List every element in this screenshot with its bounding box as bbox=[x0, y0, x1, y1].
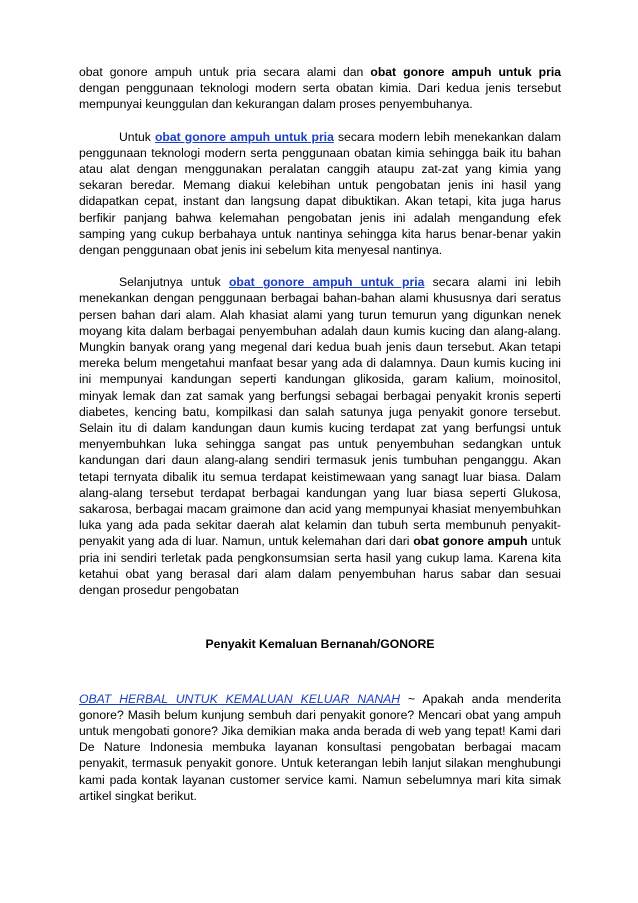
spacer bbox=[79, 598, 561, 636]
keyword-link[interactable]: obat gonore ampuh untuk pria bbox=[228, 275, 425, 290]
text: Untuk bbox=[119, 129, 155, 144]
text: obat gonore ampuh untuk pria secara alami dan bbox=[79, 65, 371, 79]
paragraph-herbal bbox=[79, 691, 561, 804]
text: dengan penggunaan teknologi modern serta obatan kimia. Dari kedua jenis tersebut mempunyai keunggulan dan kekurangan dalam proses penyembuhanya. bbox=[79, 81, 561, 112]
text: secara modern lebih menekankan dalam penggunaan teknologi modern serta penggunaan obatan kimia sehingga baik itu bahan atau alat dengan menggunakan peralatan canggih ataupu zat-zat yang kimia yang sekaran beredar. Memang diakui kelebihan untuk pengobatan jenis ini hasil yang didapatkan cepat, instant dan langsung dapat dibuktikan. Akan tetapi, kita juga harus berfikir panjang bahwa kelemahan pengobatan jenis ini adalah mengandung efek samping yang cukup berbahaya untuk nantinya sehingga kita harus benar-benar yakin dengan penggunaan obat jenis ini sebelum kita menyesal nantinya. bbox=[79, 129, 561, 258]
bold-keyword: obat gonore ampuh bbox=[413, 534, 528, 549]
bold-keyword: obat gonore ampuh untuk pria bbox=[370, 65, 561, 79]
spacer bbox=[79, 258, 561, 274]
herbal-link[interactable]: OBAT HERBAL UNTUK KEMALUAN KELUAR NANAH bbox=[79, 691, 401, 706]
text: Selanjutnya untuk bbox=[119, 275, 229, 290]
paragraph-natural bbox=[79, 274, 561, 598]
spacer bbox=[79, 113, 561, 129]
text: secara alami ini lebih menekankan dengan penggunaan berbagai bahan-bahan alami khususnya dari seratus persen bahan dari alam. Alah khasiat alami yang turun temurun yang digunkan nenek moyang kita dalam berbagai penyembuhan adalah daun kumis kucing dan alang-alang. Mungkin banyak orang yang megenal dari kedua buah jenis daun tersebut. Akan tetapi mereka belum mengetahui manfaat besar yang ada di dalamnya. Daun kumis kucing ini ini mempunyai kandungan seperti kandungan glikosida, garam kalium, moinositol, minyak lemak dan zat samak yang berfungsi sebagai berbagai penyakit kronis seperti diabetes, kencing batu, kompilkasi dan salah satunya juga penyakit gonore tersebut. Selain itu di dalam kandungan daun kumis kucing terdapat zat yang berfungsi untuk menyembuhkan luka sehingga sangat pas untuk penyembuhan sedangkan untuk kandungan dari daun alang-alang sendiri termasuk jenis tumbuhan penganggu. Akan tetapi ternyata dibalik itu semua terdapat keistimewaan yang sanagt luar biasa. Dalam alang-alang tersebut terdapat berbagai kandungan yang luar biasa seperti Glukosa, sakarosa, berbagai macam graimone dan acid yang mempunyai khasiat menyembuhkan luka yang ada pada sekitar daerah alat kelamin dan tubuh serta membunuh penyakit-penyakit yang ada di luar. Namun, untuk kelemahan dari dari bbox=[79, 275, 562, 549]
section-heading: Penyakit Kemaluan Bernanah/GONORE bbox=[205, 637, 435, 652]
spacer bbox=[79, 653, 561, 691]
paragraph-intro bbox=[79, 64, 561, 113]
keyword-link[interactable]: obat gonore ampuh untuk pria bbox=[154, 129, 334, 144]
document-page bbox=[79, 64, 561, 804]
text: ~ Apakah anda menderita gonore? Masih belum kunjung sembuh dari penyakit gonore? Mencari obat yang ampuh untuk mengobati gonore? Jika demikian maka anda berada di web yang tepat! Kami dari De Nature Indonesia membuka layanan konsultasi pengobatan berbagai macam penyakit, termasuk penyakit gonore. Untuk keterangan lebih lanjut silakan menghubungi kami pada kontak layanan customer service kami. Namun sebelumnya mari kita simak artikel singkat berikut. bbox=[79, 691, 561, 803]
paragraph-modern bbox=[79, 129, 561, 259]
text: untuk pria ini sendiri terletak pada pengkonsumsian serta hasil yang cukup lama. Karena kita ketahui obat yang berasal dari alam dalam penyembuhan harus sabar dan sesuai dengan prosedur pengobatan bbox=[79, 534, 562, 598]
